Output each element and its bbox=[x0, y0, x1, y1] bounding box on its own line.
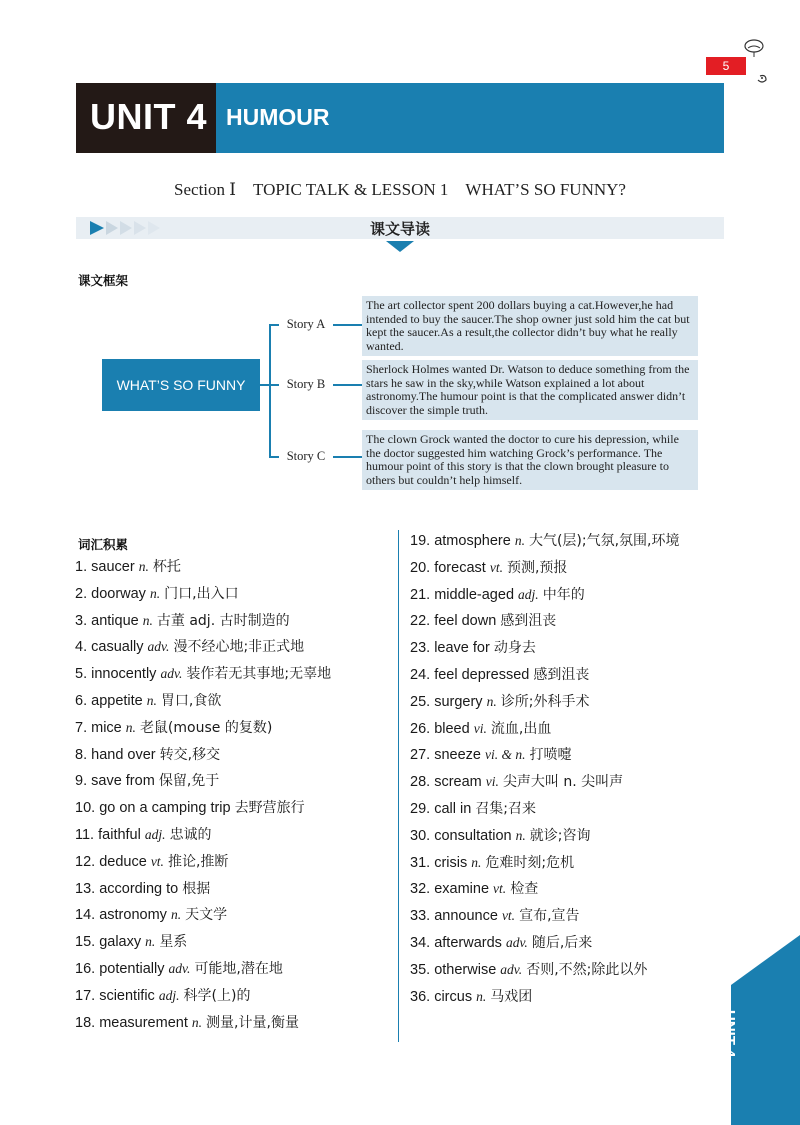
vocab-number: 13. bbox=[75, 880, 96, 897]
page-number: 5 bbox=[706, 57, 746, 75]
story-b-text: Sherlock Holmes wanted Dr. Watson to deduce something from the stars he saw in the sky,while Watson explained a lot about astronomy.The humour point is that the complicated answer didn’t discover the simple truth. bbox=[362, 360, 698, 420]
vocab-word: saucer bbox=[91, 559, 135, 575]
vocab-pos: adv. bbox=[160, 666, 183, 682]
vocab-word: save from bbox=[91, 773, 155, 790]
vocab-meaning: 诊所;外科手术 bbox=[500, 693, 590, 710]
vocab-meaning: 装作若无其事地;无辜地 bbox=[186, 666, 332, 683]
vocab-word: casually bbox=[91, 639, 144, 656]
vocab-item bbox=[75, 795, 331, 822]
vocab-item bbox=[75, 902, 331, 929]
vocab-meaning: 去野营旅行 bbox=[234, 800, 305, 817]
vocab-meaning: 测量,计量,衡量 bbox=[206, 1014, 299, 1031]
vocab-number: 7. bbox=[75, 719, 88, 736]
vocab-number: 32. bbox=[410, 881, 431, 898]
vocab-meaning: 否则,不然;除此以外 bbox=[526, 961, 648, 978]
vocab-word: bleed bbox=[434, 720, 470, 737]
vocab-pos: adv. bbox=[147, 639, 170, 655]
vocab-item bbox=[410, 850, 680, 877]
vocab-word: measurement bbox=[99, 1014, 188, 1031]
vocab-item bbox=[75, 742, 331, 769]
vocab-number: 12. bbox=[75, 853, 96, 870]
vocab-meaning: 中年的 bbox=[542, 586, 585, 603]
vocab-item bbox=[75, 983, 331, 1010]
vocab-pos: n. bbox=[471, 854, 482, 870]
vocab-word: mice bbox=[91, 719, 122, 736]
vocab-item bbox=[410, 903, 680, 930]
vocab-pos: n. bbox=[125, 719, 136, 735]
vocab-meaning: 胃口,食欲 bbox=[160, 692, 222, 709]
vocab-word: potentially bbox=[99, 960, 165, 977]
vocab-word: feel down bbox=[434, 613, 497, 630]
vocab-number: 29. bbox=[410, 800, 431, 817]
vocab-pos: vi. & n. bbox=[485, 747, 526, 763]
vocab-meaning: 老鼠(mouse 的复数) bbox=[139, 719, 273, 736]
vocab-number: 20. bbox=[410, 559, 431, 576]
vocab-item bbox=[75, 876, 331, 903]
vocab-word: deduce bbox=[99, 853, 147, 870]
vocab-word: sneeze bbox=[434, 747, 481, 764]
vocab-pos: adj. bbox=[518, 586, 539, 602]
vocab-word: call in bbox=[434, 800, 472, 817]
vocab-item bbox=[410, 528, 680, 555]
vocab-meaning: 可能地,潜在地 bbox=[194, 960, 283, 977]
side-tab-label: UNIT 4 bbox=[721, 1010, 738, 1058]
vocab-pos: n. bbox=[145, 934, 156, 950]
vocab-pos: n. bbox=[138, 559, 149, 574]
vocab-item bbox=[410, 930, 680, 957]
vocab-pos: vt. bbox=[150, 853, 164, 869]
vocab-item bbox=[75, 715, 331, 742]
vocab-number: 8. bbox=[75, 746, 88, 763]
vocab-item bbox=[75, 554, 331, 581]
vocab-meaning: 预测,预报 bbox=[506, 559, 568, 576]
vocab-word: according to bbox=[99, 880, 179, 897]
vocab-pos: n. bbox=[146, 692, 157, 708]
connector bbox=[333, 456, 362, 458]
vocab-meaning: 马戏团 bbox=[490, 988, 533, 1005]
vocab-pos: adv. bbox=[168, 960, 191, 976]
vocab-item bbox=[410, 769, 680, 796]
vocab-item bbox=[75, 768, 331, 795]
vocab-meaning: 感到沮丧 bbox=[533, 666, 590, 683]
vocab-meaning: 大气(层);气氛,氛围,环境 bbox=[528, 533, 680, 549]
vocab-number: 26. bbox=[410, 720, 431, 737]
vocab-pos: vi. bbox=[485, 774, 499, 790]
vocab-item bbox=[75, 688, 331, 715]
vocab-pos: n. bbox=[191, 1014, 203, 1030]
vocab-number: 4. bbox=[75, 639, 88, 656]
vocab-meaning: 感到沮丧 bbox=[500, 613, 557, 630]
vocab-pos: adj. bbox=[144, 826, 166, 842]
vocab-meaning: 召集;召来 bbox=[475, 800, 537, 817]
vocab-word: announce bbox=[434, 908, 498, 925]
vocab-meaning: 古董 adj. 古时制造的 bbox=[156, 612, 290, 629]
vocab-number: 34. bbox=[410, 934, 431, 951]
vocab-word: appetite bbox=[91, 692, 143, 709]
vocab-pos: adj. bbox=[158, 987, 180, 1003]
vocab-number: 23. bbox=[410, 640, 431, 657]
story-c-text: The clown Grock wanted the doctor to cure his depression, while the doctor suggested him watching Grock’s performance. The humour point of this story is that the clown brought pleasure to others but couldn’t help himself. bbox=[362, 430, 698, 490]
vocab-number: 28. bbox=[410, 774, 431, 791]
vocab-number: 16. bbox=[75, 960, 96, 977]
vocab-word: scream bbox=[434, 774, 482, 791]
vocab-number: 35. bbox=[410, 961, 431, 978]
vocab-meaning: 门口,出入口 bbox=[164, 585, 239, 602]
vocab-meaning: 危难时刻;危机 bbox=[485, 854, 575, 871]
vocab-item bbox=[75, 634, 331, 661]
connector bbox=[333, 384, 362, 386]
vocab-number: 22. bbox=[410, 613, 431, 630]
triangle-down-icon bbox=[386, 241, 414, 252]
vocab-item bbox=[75, 661, 331, 688]
vocab-item bbox=[75, 929, 331, 956]
story-a-label: Story A bbox=[286, 316, 326, 331]
vocab-word: examine bbox=[434, 881, 490, 898]
vocab-meaning: 根据 bbox=[182, 880, 211, 897]
vocab-item bbox=[75, 956, 331, 983]
vocab-item bbox=[75, 822, 331, 849]
vocab-pos: n. bbox=[515, 827, 526, 843]
vocab-pos: vt. bbox=[493, 881, 507, 897]
vocab-word: surgery bbox=[434, 693, 483, 710]
vocab-pos: vt. bbox=[501, 908, 516, 924]
vocab-item bbox=[410, 957, 680, 984]
vocab-item bbox=[410, 796, 680, 823]
vocab-number: 25. bbox=[410, 693, 431, 710]
vocab-number: 6. bbox=[75, 692, 88, 709]
vocab-word: doorway bbox=[91, 585, 146, 602]
vocab-number: 2. bbox=[75, 585, 88, 602]
vocab-item bbox=[410, 555, 680, 582]
vocab-number: 10. bbox=[75, 800, 96, 817]
vocab-item bbox=[410, 582, 680, 609]
vocab-meaning: 随后,后来 bbox=[531, 934, 593, 951]
vocab-item bbox=[75, 581, 331, 608]
vocab-meaning: 尖声大叫 n. 尖叫声 bbox=[502, 774, 624, 791]
vocab-number: 31. bbox=[410, 854, 431, 871]
guide-title: 课文导读 bbox=[369, 220, 430, 238]
vocab-pos: n. bbox=[149, 585, 161, 601]
vocab-number: 11. bbox=[75, 826, 95, 843]
vocab-item bbox=[410, 984, 680, 1011]
vocab-word: afterwards bbox=[434, 934, 502, 951]
vocab-item bbox=[410, 662, 680, 689]
vocab-item bbox=[410, 608, 680, 635]
vocab-word: innocently bbox=[91, 666, 157, 683]
vocab-number: 9. bbox=[75, 773, 88, 790]
unit-theme: HUMOUR bbox=[226, 104, 330, 130]
vocab-pos: n. bbox=[486, 693, 497, 709]
vocab-number: 14. bbox=[75, 907, 96, 924]
unit-title: UNIT 4 bbox=[90, 96, 208, 137]
vocab-number: 24. bbox=[410, 666, 431, 683]
vocab-word: circus bbox=[434, 988, 473, 1005]
vocab-word: leave for bbox=[434, 640, 490, 657]
vocab-meaning: 星系 bbox=[159, 934, 188, 951]
vocab-number: 36. bbox=[410, 988, 431, 1005]
column-divider bbox=[398, 530, 399, 1042]
vocab-pos: n. bbox=[142, 612, 153, 628]
vocab-meaning: 忠诚的 bbox=[169, 826, 212, 843]
vocab-word: go on a camping trip bbox=[99, 800, 231, 817]
vocab-number: 33. bbox=[410, 908, 431, 925]
vocab-meaning: 打喷嚏 bbox=[529, 747, 572, 764]
vocab-word: middle-aged bbox=[434, 586, 515, 603]
vocab-number: 17. bbox=[75, 987, 96, 1004]
vocab-word: hand over bbox=[91, 746, 156, 763]
vocab-pos: n. bbox=[170, 907, 182, 923]
side-tab bbox=[731, 935, 800, 1125]
vocab-pos: n. bbox=[514, 533, 525, 548]
connector bbox=[269, 324, 271, 457]
vocab-meaning: 宣布,宣告 bbox=[519, 908, 580, 925]
vocab-meaning: 流血,出血 bbox=[490, 720, 552, 737]
vocab-pos: vi. bbox=[473, 720, 487, 736]
vocab-number: 21. bbox=[410, 586, 431, 603]
vocab-meaning: 杯托 bbox=[152, 559, 181, 575]
vocab-number: 19. bbox=[410, 533, 431, 549]
vocab-heading: 词汇积累 bbox=[78, 537, 129, 552]
vocab-meaning: 检查 bbox=[510, 881, 539, 898]
vocab-word: galaxy bbox=[99, 934, 142, 951]
vocab-pos: adv. bbox=[505, 934, 528, 950]
vocab-meaning: 推论,推断 bbox=[167, 853, 229, 870]
vocab-item bbox=[410, 716, 680, 743]
vocab-item bbox=[75, 849, 331, 876]
story-a-text: The art collector spent 200 dollars buying a cat.However,he had intended to buy the saucer.The shop owner just sold him the cat but kept the saucer.As a result,the collector didn’t buy what he really wanted. bbox=[362, 296, 698, 356]
vocab-word: consultation bbox=[434, 827, 512, 844]
vocab-word: forecast bbox=[434, 559, 486, 576]
vocab-word: scientific bbox=[99, 987, 155, 1004]
vocab-meaning: 就诊;咨询 bbox=[529, 827, 591, 844]
vocab-word: otherwise bbox=[434, 961, 497, 978]
mascot-icon bbox=[740, 38, 770, 86]
vocab-number: 1. bbox=[75, 559, 88, 575]
vocab-meaning: 转交,移交 bbox=[159, 746, 221, 763]
story-c-label: Story C bbox=[286, 448, 326, 463]
vocab-pos: n. bbox=[476, 988, 487, 1004]
vocab-item bbox=[75, 1010, 331, 1037]
vocab-number: 3. bbox=[75, 612, 88, 629]
vocab-word: crisis bbox=[434, 854, 468, 871]
vocab-pos: adv. bbox=[500, 961, 523, 977]
vocab-meaning: 动身去 bbox=[493, 640, 536, 657]
vocab-list-left bbox=[75, 554, 331, 1036]
vocab-item bbox=[75, 608, 331, 635]
vocab-pos: vt. bbox=[489, 559, 503, 575]
vocab-word: astronomy bbox=[99, 907, 167, 924]
framework-main: WHAT’S SO FUNNY bbox=[102, 359, 260, 411]
vocab-number: 18. bbox=[75, 1014, 96, 1031]
framework-heading: 课文框架 bbox=[78, 273, 129, 288]
vocab-number: 5. bbox=[75, 666, 88, 683]
vocab-number: 15. bbox=[75, 934, 96, 951]
vocab-list-right bbox=[410, 528, 680, 1010]
vocab-meaning: 科学(上)的 bbox=[183, 987, 251, 1004]
vocab-item bbox=[410, 823, 680, 850]
story-b-label: Story B bbox=[286, 376, 326, 391]
vocab-meaning: 保留,免于 bbox=[158, 773, 220, 790]
vocab-number: 27. bbox=[410, 747, 431, 764]
vocab-number: 30. bbox=[410, 827, 431, 844]
vocab-word: atmosphere bbox=[434, 533, 511, 549]
vocab-meaning: 漫不经心地;非正式地 bbox=[173, 639, 305, 656]
vocab-word: feel depressed bbox=[434, 666, 530, 683]
vocab-meaning: 天文学 bbox=[185, 907, 228, 924]
vocab-word: faithful bbox=[98, 826, 141, 843]
vocab-item bbox=[410, 742, 680, 769]
connector bbox=[333, 324, 362, 326]
vocab-item bbox=[410, 635, 680, 662]
vocab-item bbox=[410, 876, 680, 903]
section-title: Section Ⅰ TOPIC TALK & LESSON 1 WHAT’S SO FUNNY? bbox=[174, 180, 626, 199]
vocab-item bbox=[410, 689, 680, 716]
vocab-word: antique bbox=[91, 612, 139, 629]
